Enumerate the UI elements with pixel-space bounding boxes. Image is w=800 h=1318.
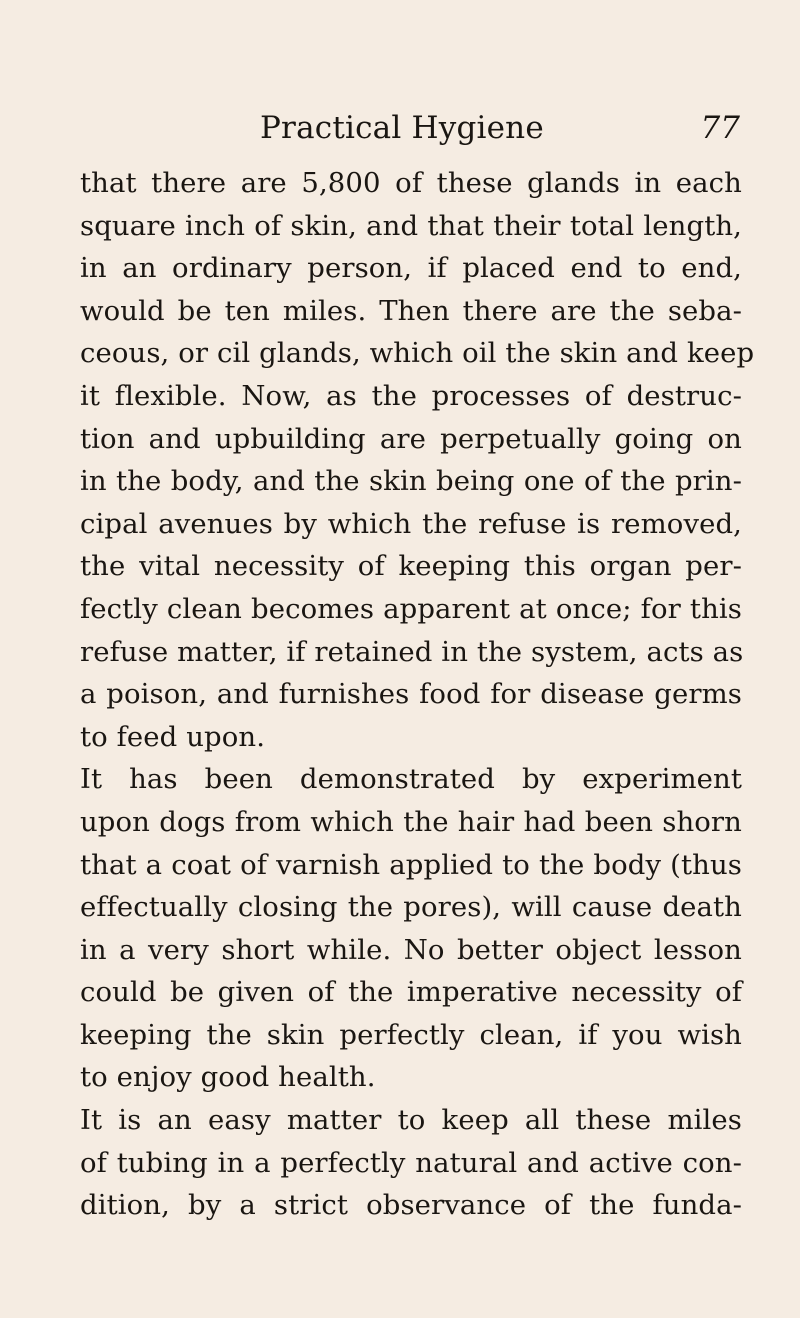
text-line: effectually closing the pores), will cause death — [80, 891, 742, 924]
body-text — [80, 162, 755, 1227]
text-line: upon dogs from which the hair had been shorn — [80, 805, 742, 838]
running-head — [80, 108, 740, 148]
text-line: keeping the skin perfectly clean, if you wish — [80, 1018, 742, 1051]
text-line: the vital necessity of keeping this organ per- — [80, 550, 742, 583]
page-number: 77 — [700, 110, 740, 146]
text-line: would be ten miles. Then there are the seba- — [80, 294, 742, 327]
text-line: It has been demonstrated by experiment — [80, 763, 742, 796]
text-line: in a very short while. No better object lesson — [80, 933, 742, 966]
text-line: could be given of the imperative necessity of — [80, 976, 742, 1009]
text-line: cipal avenues by which the refuse is removed, — [80, 507, 742, 540]
text-line: it flexible. Now, as the processes of destruc- — [80, 379, 742, 412]
text-line: in an ordinary person, if placed end to end, — [80, 252, 742, 285]
text-line: refuse matter, if retained in the system, acts as — [80, 635, 744, 668]
text-line: in the body, and the skin being one of the prin- — [80, 465, 742, 498]
text-line: tion and upbuilding are perpetually going on — [80, 422, 742, 455]
text-line: to feed upon. — [80, 720, 266, 753]
text-line: dition, by a strict observance of the funda- — [80, 1189, 742, 1222]
text-line: to enjoy good health. — [80, 1061, 376, 1094]
text-line: a poison, and furnishes food for disease germs — [80, 678, 742, 711]
text-line: ceous, or cil glands, which oil the skin and keep — [80, 337, 755, 370]
text-line: square inch of skin, and that their total length, — [80, 209, 742, 242]
running-title: Practical Hygiene — [260, 110, 544, 146]
text-line: of tubing in a perfectly natural and active con- — [80, 1146, 742, 1179]
text-line: fectly clean becomes apparent at once; for this — [80, 592, 742, 625]
text-line: It is an easy matter to keep all these miles — [80, 1104, 742, 1137]
text-line: that a coat of varnish applied to the body (thus — [80, 848, 742, 881]
text-line: that there are 5,800 of these glands in each — [80, 167, 742, 199]
